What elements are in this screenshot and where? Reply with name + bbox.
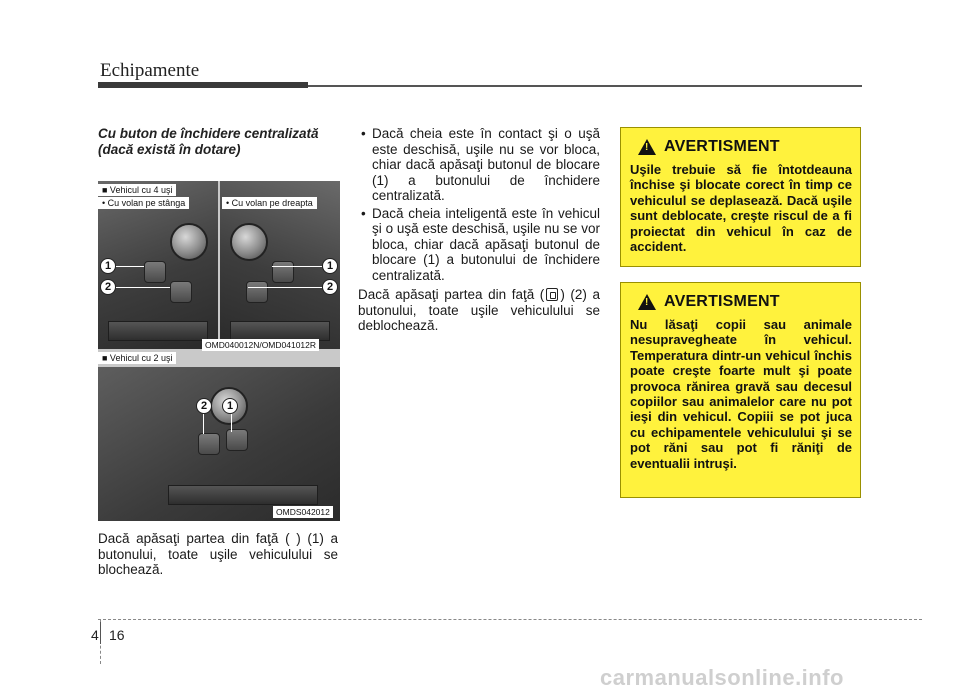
callout-1: 1 [222,398,238,414]
callout-leader [231,414,232,432]
door-lock-switch-figure [98,181,340,521]
callout-leader [203,414,204,434]
label-2-doors: ■ Vehicul cu 2 uşi [98,352,176,364]
bullet-item [358,206,600,284]
bullet-text: Dacă cheia este în contact şi o uşă este deschisă, uşile nu se vor bloca, chiar dacă apăsaţi butonul de blocare (1) a butonului de închidere centralizată. [372,126,600,203]
callout-leader [272,266,322,267]
callout-2: 2 [100,279,116,295]
window-lock-pad [246,281,268,303]
warning-text: Uşile trebuie să fie întotdeauna închise şi blocate corect în timp ce vehiculul se deplasează. Dacă uşile sunt deblocate, creşte riscul de a fi proiectat din vehicul în caz de accident. [630,162,852,255]
callout-1: 1 [322,258,338,274]
window-switch-strip [230,321,330,341]
page-header-title: Echipamente [100,60,200,81]
unlock-icon [546,288,558,301]
lock-switch-pad [144,261,166,283]
warning-title: AVERTISMENT [664,138,780,155]
warning-triangle-icon: ! [638,139,656,155]
middle-column [358,126,600,334]
page-number-separator [100,622,101,644]
window-switch-strip [168,485,318,505]
unlock-paragraph [358,287,600,334]
callout-leader [116,266,144,267]
section-heading: Cu buton de închidere centralizată (dacă există în dotare) [98,126,319,157]
warning-title: AVERTISMENT [664,293,780,310]
mirror-knob [170,223,208,261]
warning-triangle-icon: ! [638,294,656,310]
callout-2: 2 [196,398,212,414]
lock-paragraph: Dacă apăsaţi partea din faţă ( ) (1) a butonului, toate uşile vehiculului se blochează. [98,531,338,577]
figure-code-top: OMD040012N/OMD041012R [202,339,319,351]
warning-header [638,138,852,156]
lock-switch-pad [198,433,220,455]
watermark: carmanualsonline.info [600,665,844,690]
bullet-dot: • [361,126,366,141]
warning-box-doors [620,127,861,267]
unlock-text-end: ) (2) a butonului, toate uşile vehiculului se deblochează. [358,287,600,333]
figure-code-bottom: OMDS042012 [273,506,333,518]
warning-header [638,293,852,311]
photo-two-door [98,367,340,521]
bullet-text: Dacă cheia inteligentă este în vehicul şi o uşă este deschisă, uşile nu se vor bloca, chiar dacă apăsaţi butonul de blocare (1) a butonului de închidere centralizată. [372,205,600,283]
label-right-hand-drive: • Cu volan pe dreapta [222,197,317,209]
unlock-switch-pad [226,429,248,451]
callout-1: 1 [100,258,116,274]
warning-box-children [620,282,861,498]
window-switch-strip [108,321,208,341]
label-left-hand-drive: • Cu volan pe stânga [98,197,189,209]
chapter-number: 4 [91,627,99,643]
unlock-text-start: Dacă apăsaţi partea din faţă ( [358,287,545,302]
warning-text: Nu lăsaţi copii sau animale nesupravegheate în vehicul. Temperatura dintr-un vehicul închis poate creşte foarte mult şi poate provoca rănirea gravă sau decesul copiilor sau animalelor care nu pot ieşi din vehicul. Copiii se pot juca cu echipamentele vehiculului şi se pot răni sau pot fi răniţi de eventualii intruşi. [630,317,852,471]
header-rule [98,82,308,88]
window-lock-pad [170,281,192,303]
callout-leader [116,287,170,288]
label-4-doors: ■ Vehicul cu 4 uşi [98,184,176,196]
bullet-item [358,126,600,204]
header-rule-thin [308,85,862,87]
footer-rule [98,619,922,620]
mirror-knob [230,223,268,261]
lock-switch-pad [272,261,294,283]
bullet-dot: • [361,205,366,221]
page-number: 16 [109,627,125,643]
callout-leader [248,287,322,288]
callout-2: 2 [322,279,338,295]
